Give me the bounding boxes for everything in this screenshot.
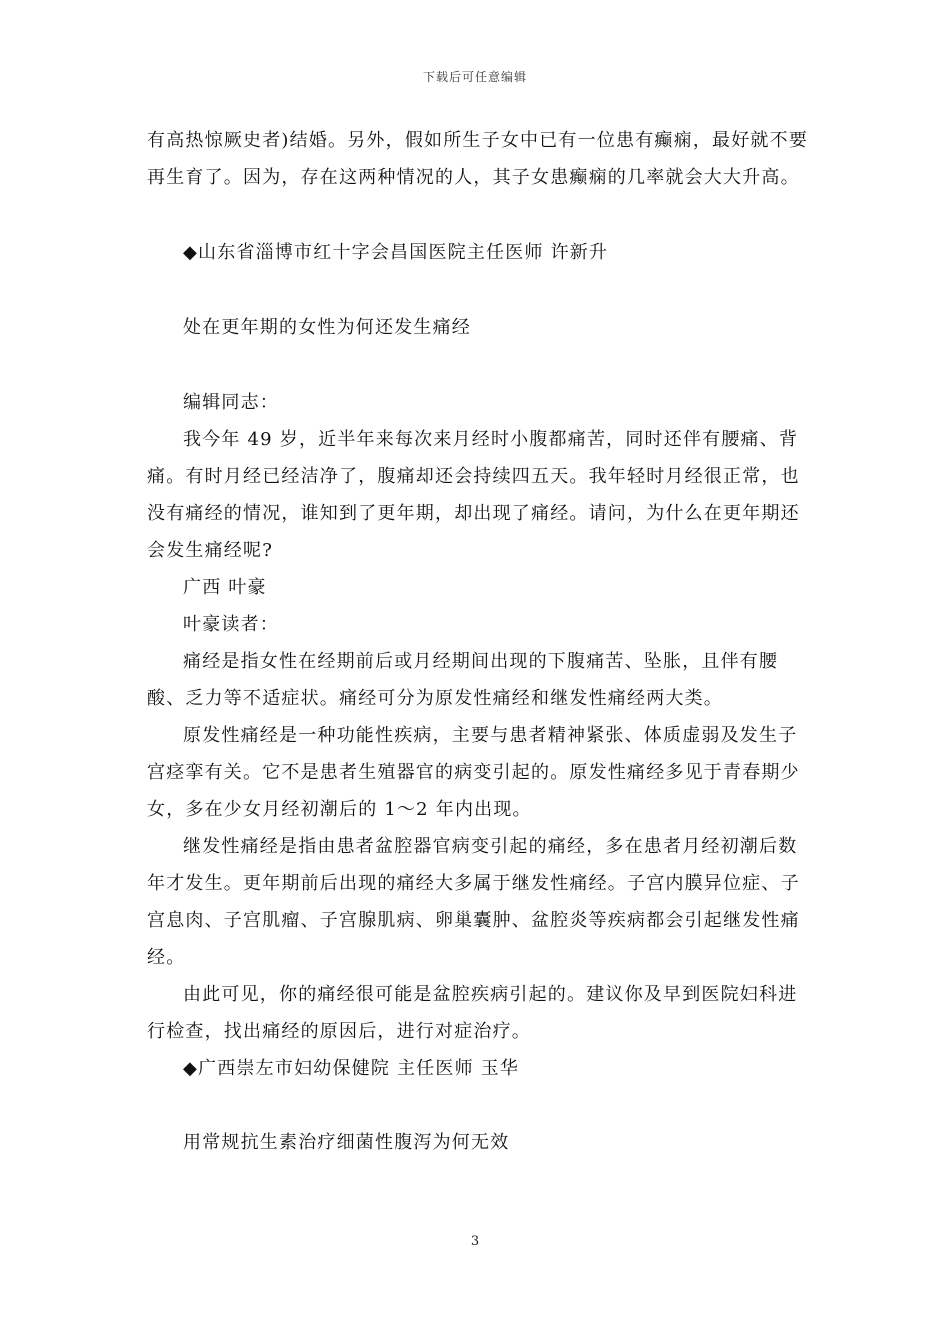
reply-paragraph: 原发性痛经是一种功能性疾病，主要与患者精神紧张、体质虚弱及发生子宫痉挛有关。它不是患者生殖器官的病变引起的。原发性痛经多见于青春期少女，多在少女月经初潮后的 1～2 年内出现。 xyxy=(147,725,800,820)
paragraph-continuation: 有高热惊厥史者)结婚。另外，假如所生子女中已有一位患有癫痫，最好就不要再生育了。因为，存在这两种情况的人，其子女患癫痫的几率就会大大升高。 xyxy=(147,130,809,188)
page-header: 下载后可任意编辑 xyxy=(422,70,527,84)
reply-paragraph: 继发性痛经是指由患者盆腔器官病变引起的痛经，多在患者月经初潮后数年才发生。更年期前后出现的痛经大多属于继发性痛经。子宫内膜异位症、子宫息肉、子宫肌瘤、子宫腺肌病、卵巢囊肿、盆腔炎等疾病都会引起继发性痛经。 xyxy=(147,836,800,968)
letter-sender: 广西 叶豪 xyxy=(183,577,267,598)
letter-body: 我今年 49 岁，近半年来每次来月经时小腹都痛苦，同时还伴有腰痛、背痛。有时月经已经洁净了，腹痛却还会持续四五天。我年轻时月经很正常，也没有痛经的情况，谁知到了更年期，却出现了痛经。请问，为什么在更年期还会发生痛经呢? xyxy=(147,429,800,561)
author-signature: ◆广西崇左市妇幼保健院 主任医师 玉华 xyxy=(183,1058,520,1079)
author-signature: ◆山东省淄博市红十字会昌国医院主任医师 许新升 xyxy=(183,242,609,263)
reply-paragraph: 痛经是指女性在经期前后或月经期间出现的下腹痛苦、坠胀，且伴有腰酸、乏力等不适症状。痛经可分为原发性痛经和继发性痛经两大类。 xyxy=(147,651,779,709)
reply-paragraph: 由此可见，你的痛经很可能是盆腔疾病引起的。建议你及早到医院妇科进行检查，找出痛经的原因后，进行对症治疗。 xyxy=(147,984,798,1042)
page-number: 3 xyxy=(470,1234,480,1249)
article-title: 处在更年期的女性为何还发生痛经 xyxy=(183,317,471,338)
salutation: 编辑同志： xyxy=(183,392,279,413)
reply-salutation: 叶豪读者： xyxy=(183,614,279,635)
article-title: 用常规抗生素治疗细菌性腹泻为何无效 xyxy=(183,1132,510,1153)
